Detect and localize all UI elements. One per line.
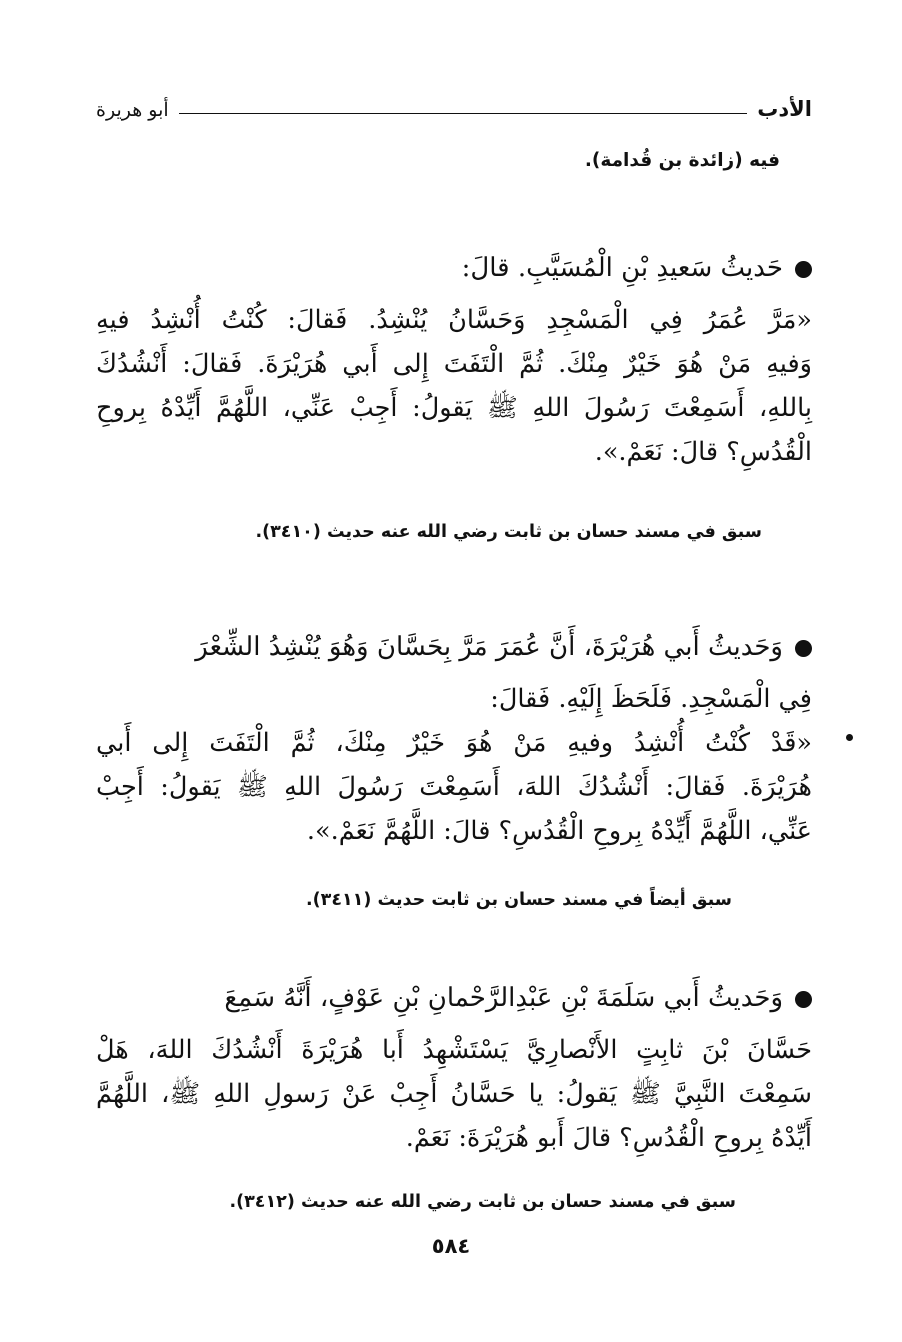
text-line: الْقُدُسِ؟ قالَ: نَعَمْ.». — [594, 437, 812, 467]
text-line: «قَدْ كُنْتُ أُنْشِدُ وفيهِ مَنْ هُوَ خَيْرٌ مِنْكَ، ثُمَّ الْتَفَتَ إِلى أَبي — [96, 728, 812, 758]
bullet-icon — [795, 261, 812, 278]
bullet-icon — [795, 640, 812, 657]
chapter-title: الأدب — [757, 97, 812, 121]
text-line: بِاللهِ، أَسَمِعْتَ رَسُولَ اللهِ ﷺ يَقولُ: أَجِبْ عَنِّي، اللَّهُمَّ أَيِّدْهُ بِروحِ — [96, 393, 812, 423]
entry-3-heading-text: وَحَديثُ أَبي سَلَمَةَ بْنِ عَبْدِالرَّحْمانِ بْنِ عَوْفٍ، أَنَّهُ سَمِعَ — [224, 983, 783, 1013]
text-line: أَيِّدْهُ بِروحِ الْقُدُسِ؟ قالَ أَبو هُرَيْرَةَ: نَعَمْ. — [405, 1123, 812, 1153]
text-line: فِي الْمَسْجِدِ. فَلَحَظَ إِلَيْهِ. فَقالَ: — [490, 684, 812, 714]
entry-2-heading-text: وَحَديثُ أَبي هُرَيْرَةَ، أَنَّ عُمَرَ مَرَّ بِحَسَّانَ وَهُوَ يُنْشِدُ الشِّعْرَ — [195, 632, 783, 662]
text-line: سَمِعْتَ النَّبِيَّ ﷺ يَقولُ: يا حَسَّانُ أَجِبْ عَنْ رَسولِ اللهِ ﷺ، اللَّهُمَّ — [96, 1079, 812, 1109]
entry-3-heading — [224, 985, 812, 1011]
bullet-icon — [795, 991, 812, 1008]
margin-mark — [846, 734, 853, 741]
top-note: فيه (زائدة بن قُدامة). — [584, 150, 780, 171]
page-number: ٥٨٤ — [431, 1234, 471, 1258]
entry-3-text — [96, 1028, 812, 1160]
text-line: عَنِّي، اللَّهُمَّ أَيِّدْهُ بِروحِ الْقُدُسِ؟ قالَ: اللَّهُمَّ نَعَمْ.». — [306, 816, 812, 846]
header-rule — [179, 113, 748, 114]
entry-1-heading — [462, 255, 812, 281]
text-line: هُرَيْرَةَ. فَقالَ: أَنْشُدُكَ اللهَ، أَسَمِعْتَ رَسُولَ اللهِ ﷺ يَقولُ: أَجِبْ — [96, 772, 812, 802]
entry-2-text — [96, 677, 812, 853]
entry-1-heading-text: حَديثُ سَعيدِ بْنِ الْمُسَيَّبِ. قالَ: — [461, 253, 783, 283]
text-line: «مَرَّ عُمَرُ فِي الْمَسْجِدِ وَحَسَّانُ يُنْشِدُ. فَقالَ: كُنْتُ أُنْشِدُ فيهِ — [96, 305, 812, 335]
text-line: وَفيهِ مَنْ هُوَ خَيْرٌ مِنْكَ. ثُمَّ الْتَفَتَ إِلى أَبي هُرَيْرَةَ. فَقالَ: أَنْشُدُكَ — [96, 349, 812, 379]
entry-1-text — [96, 298, 812, 474]
running-header — [96, 86, 812, 120]
section-title: أبو هريرة — [96, 99, 169, 121]
entry-1-reference: سبق في مسند حسان بن ثابت رضي الله عنه حديث (٣٤١٠). — [255, 522, 762, 542]
entry-3-reference: سبق في مسند حسان بن ثابت رضي الله عنه حديث (٣٤١٢). — [229, 1192, 736, 1212]
entry-2-heading — [195, 634, 812, 660]
entry-2-reference: سبق أيضاً في مسند حسان بن ثابت حديث (٣٤١١). — [305, 890, 732, 910]
text-line: حَسَّانَ بْنَ ثابِتٍ الأَنْصارِيَّ يَسْتَشْهِدُ أَبا هُرَيْرَةَ أَنْشُدُكَ اللهَ، هَلْ — [96, 1035, 812, 1065]
